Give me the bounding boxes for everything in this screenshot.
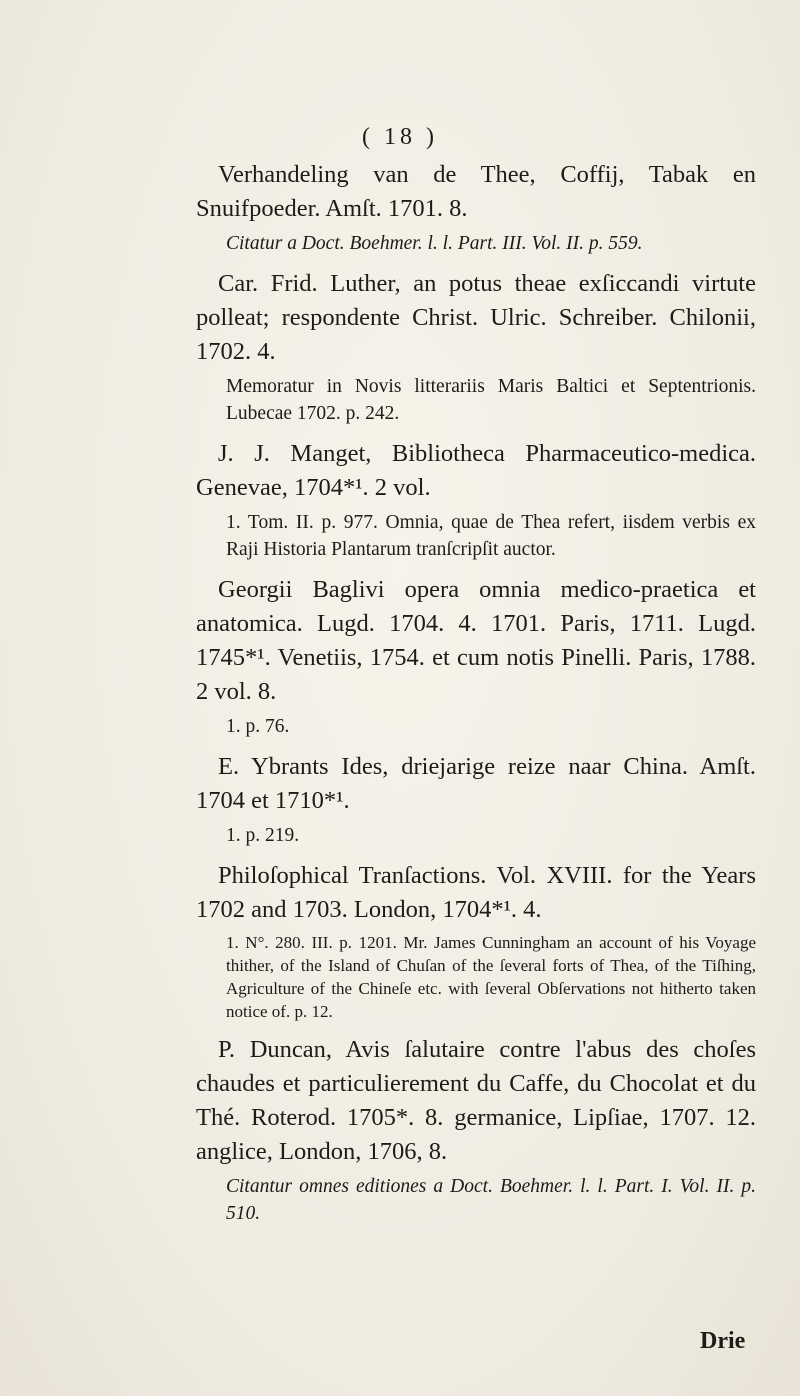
note-baglivi: 1. p. 76. [226,716,290,737]
note-ides: 1. p. 219. [226,825,300,846]
entry-verhandeling: Verhandeling van de Thee, Coffij, Tabak en Snuifpoeder. Amſt. 1701. 8. [196,161,756,222]
page-number: ( 18 ) [362,124,438,150]
note-verhandeling: Citatur a Doct. Boehmer. l. l. Part. III. Vol. II. p. 559. [226,233,643,254]
entry-manget: J. J. Manget, Bibliotheca Pharmaceutico-medica. Genevae, 1704*¹. 2 vol. [196,440,756,501]
entry-luther: Car. Frid. Luther, an potus theae exſiccandi virtute polleat; respondente Christ. Ulric. Schreiber. Chilonii, 1702. 4. [196,270,756,365]
entry-transactions: Philoſophical Tranſactions. Vol. XVIII. for the Years 1702 and 1703. London, 1704*¹. 4. [196,862,756,923]
entry-duncan: P. Duncan, Avis ſalutaire contre l'abus des choſes chaudes et particulierement du Caffe, du Chocolat et du Thé. Roterod. 1705*. 8. germanice, Lipſiae, 1707. 12. anglice, London, 1706, 8. [196,1036,756,1165]
note-transactions: 1. N°. 280. III. p. 1201. Mr. James Cunningham an account of his Voyage thither, of the Island of Chuſan of the ſeveral forts of Thea, of the Tiſhing, Agriculture of the Chineſe etc. with ſeveral Obſervations not hitherto taken notice of. p. 12. [226,933,756,1021]
note-luther: Memoratur in Novis litterariis Maris Baltici et Septentrionis. Lubecae 1702. p. 242. [226,376,756,424]
entry-ides: E. Ybrants Ides, driejarige reize naar China. Amſt. 1704 et 1710*¹. [196,753,756,814]
catchword: Drie [700,1328,746,1354]
bibliography-column [196,158,756,1231]
entry-baglivi: Georgii Baglivi opera omnia medico-praetica et anatomica. Lugd. 1704. 4. 1701. Paris, 1711. Lugd. 1745*¹. Venetiis, 1754. et cum notis Pinelli. Paris, 1788. 2 vol. 8. [196,576,756,705]
note-duncan: Citantur omnes editiones a Doct. Boehmer. l. l. Part. I. Vol. II. p. 510. [226,1176,756,1224]
note-manget: 1. Tom. II. p. 977. Omnia, quae de Thea refert, iisdem verbis ex Raji Historia Plantarum tranſcripſit auctor. [226,512,756,560]
